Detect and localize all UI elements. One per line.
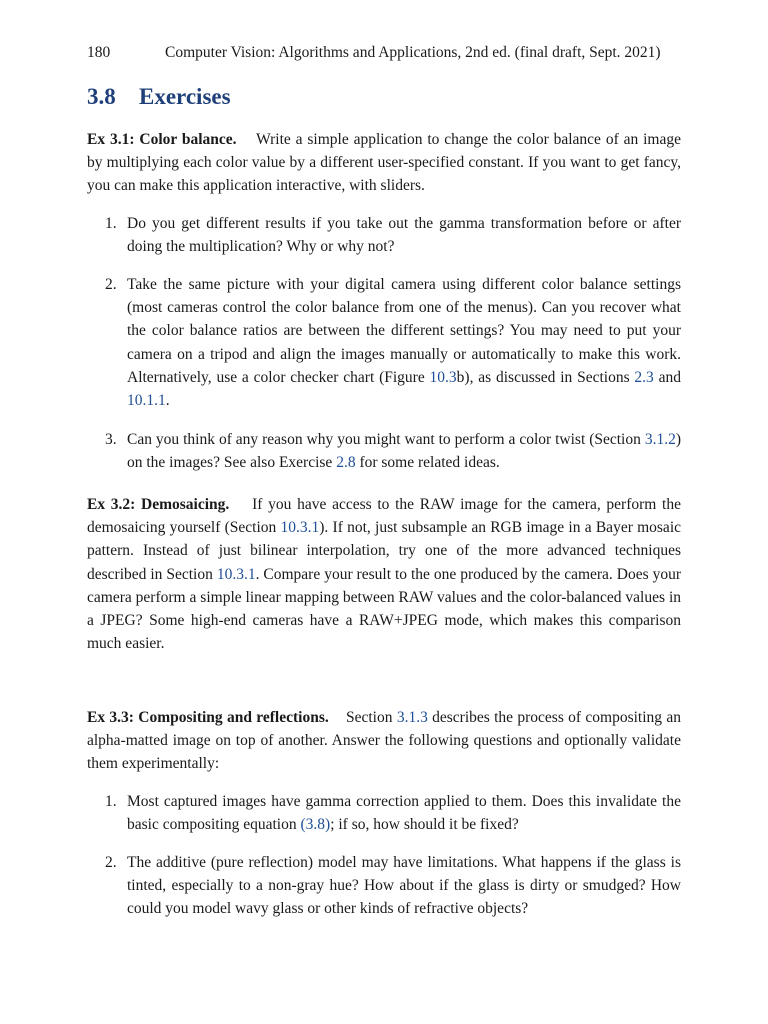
running-title: Computer Vision: Algorithms and Applications, 2nd ed. (final draft, Sept. 2021) (165, 44, 661, 61)
item-text: Do you get different results if you take out the gamma transformation before or after doing the multiplication? Why or why not? (127, 215, 681, 256)
item-number: 1. (105, 793, 117, 810)
item-text: The additive (pure reflection) model may have limitations. What happens if the glass is tinted, especially to a non-gray hue? How about if the glass is dirty or smudged? How could you model wavy glass or other kinds of refractive objects? (127, 854, 681, 918)
figure-ref-link[interactable]: 10.3 (429, 368, 457, 386)
item-number: 3. (105, 431, 117, 448)
exercise-text: Write a simple application to change the color balance of an image by multiplying each color value by a different user-specified constant. If you want to get fancy, you can make this application interactive, with sliders. (87, 131, 682, 195)
list-item (105, 428, 681, 474)
item-text: Most captured images have gamma correction applied to them. Does this invalidate the basic compositing equation (3.8); if so, how should it be fixed? (127, 793, 681, 834)
section-number: 3.8 (87, 84, 116, 109)
exercise-ref-link[interactable]: 2.8 (336, 454, 356, 472)
section-title: Exercises (139, 84, 231, 109)
item-number: 2. (105, 854, 117, 871)
exercise-3-3: Ex 3.3: Compositing and reflections. Section 3.1.3 describes the process of compositing an alpha-matted image on top of another. Answer the following questions and optionally validate them experimentally: (87, 709, 681, 773)
section-ref-link[interactable]: 10.3.1 (216, 565, 256, 583)
equation-ref-link[interactable]: (3.8) (300, 816, 331, 834)
exercise-label: Ex 3.1: Color balance. (87, 131, 237, 148)
item-text: Take the same picture with your digital camera using different color balance settings (most cameras control the color balance from one of the menus). Can you recover what the color balance ratios are between the different settings? You may need to put your camera on a tripod and align the images manually or automatically to make this work. Alternatively, use a color checker chart (Figure 10.3b), as discussed in Sections 2.3 and 10.1.1. (127, 276, 681, 410)
page-number: 180 (87, 44, 111, 61)
list-item (105, 790, 681, 836)
exercise-label: Ex 3.2: Demosaicing. (87, 496, 230, 513)
list-item (105, 273, 681, 412)
item-number: 1. (105, 215, 117, 232)
section-ref-link[interactable]: 10.3.1 (280, 519, 320, 537)
list-item (105, 212, 681, 258)
exercise-label: Ex 3.3: Compositing and reflections. (87, 709, 329, 726)
list-item (105, 851, 681, 921)
exercise-3-1 (87, 128, 681, 198)
section-heading (87, 82, 231, 112)
section-ref-link[interactable]: 10.1.1 (127, 392, 166, 410)
item-text: Can you think of any reason why you might want to perform a color twist (Section 3.1.2) on the images? See also Exercise 2.8 for some related ideas. (127, 431, 681, 472)
exercise-3-2: Ex 3.2: Demosaicing. If you have access to the RAW image for the camera, perform the demosaicing yourself (Section 10.3.1). If not, just subsample an RGB image in a Bayer mosaic pattern. Instead of just bilinear interpolation, try one of the more advanced techniques described in Section 10.3.1. Compare your result to the one produced by the camera. Does your camera perform a simple linear mapping between RAW values and the color-balanced values in a JPEG? Some high-end cameras have a RAW+JPEG mode, which makes this comparison much easier. (87, 496, 681, 653)
section-ref-link[interactable]: 2.3 (634, 368, 654, 386)
section-ref-link[interactable]: 3.1.3 (396, 709, 428, 726)
item-number: 2. (105, 276, 117, 293)
section-ref-link[interactable]: 3.1.2 (644, 431, 676, 448)
